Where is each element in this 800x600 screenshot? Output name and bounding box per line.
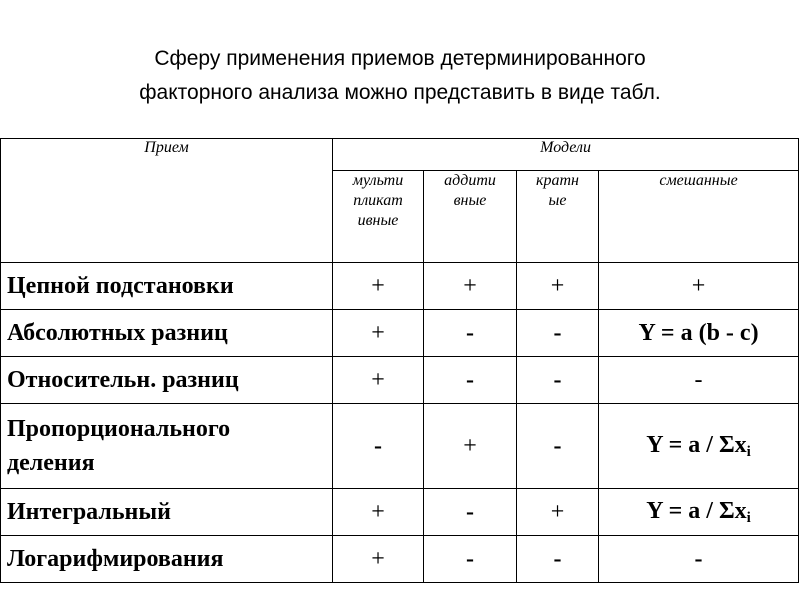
row-method: Логарифмирования (1, 536, 333, 583)
cell-mult: + (333, 263, 424, 310)
cell-krat: + (517, 263, 599, 310)
cell-mixed: Y = a (b - c) (599, 310, 799, 357)
cell-krat: - (517, 310, 599, 357)
table-row (1, 404, 799, 489)
cell-mult: + (333, 357, 424, 404)
cell-krat: - (517, 536, 599, 583)
header-multiplicative (333, 171, 424, 263)
cell-mixed (599, 489, 799, 536)
header-additive (424, 171, 517, 263)
cell-add: - (424, 310, 517, 357)
cell-krat: - (517, 357, 599, 404)
header-add-line-1: аддити (444, 172, 496, 189)
slide-title-line-1: Сферу применения приемов детерминированного (154, 47, 646, 70)
cell-krat: + (517, 489, 599, 536)
table-row (1, 536, 799, 583)
formula-subscript: i (746, 443, 751, 460)
row-method (1, 404, 333, 489)
row-method-line-2: деления (7, 450, 95, 476)
row-method: Интегральный (1, 489, 333, 536)
row-method: Абсолютных разниц (1, 310, 333, 357)
table-row (1, 263, 799, 310)
formula-text: Y = a / Σx (646, 431, 747, 458)
slide-title-line-2: факторного анализа можно представить в виде табл. (139, 81, 661, 104)
cell-add: - (424, 489, 517, 536)
table-row (1, 310, 799, 357)
cell-add: + (424, 404, 517, 489)
header-mult-line-2: пликат (353, 192, 403, 209)
header-mult-line-3: ивные (357, 212, 399, 229)
cell-mult: - (333, 404, 424, 489)
slide-title (0, 42, 800, 110)
cell-mixed: + (599, 263, 799, 310)
row-method: Относительн. разниц (1, 357, 333, 404)
cell-mult: + (333, 489, 424, 536)
header-krat-line-2: ые (548, 192, 567, 209)
formula-subscript: i (746, 509, 751, 526)
cell-mult: + (333, 536, 424, 583)
header-row-top (1, 139, 799, 171)
cell-mixed (599, 404, 799, 489)
header-method: Прием (1, 139, 333, 263)
table-row (1, 357, 799, 404)
table-row (1, 489, 799, 536)
header-krat-line-1: кратн (536, 172, 579, 189)
header-mixed: смешанные (599, 171, 799, 263)
cell-mixed: - (599, 536, 799, 583)
header-models: Модели (333, 139, 799, 171)
cell-add: - (424, 357, 517, 404)
cell-mixed: - (599, 357, 799, 404)
methods-models-table (0, 138, 799, 583)
formula-text: Y = a / Σx (646, 497, 747, 524)
cell-mult: + (333, 310, 424, 357)
header-multiple (517, 171, 599, 263)
header-add-line-2: вные (453, 192, 487, 209)
row-method: Цепной подстановки (1, 263, 333, 310)
row-method-line-1: Пропорционального (7, 416, 231, 442)
cell-krat: - (517, 404, 599, 489)
cell-add: + (424, 263, 517, 310)
header-mult-line-1: мульти (352, 172, 404, 189)
cell-add: - (424, 536, 517, 583)
